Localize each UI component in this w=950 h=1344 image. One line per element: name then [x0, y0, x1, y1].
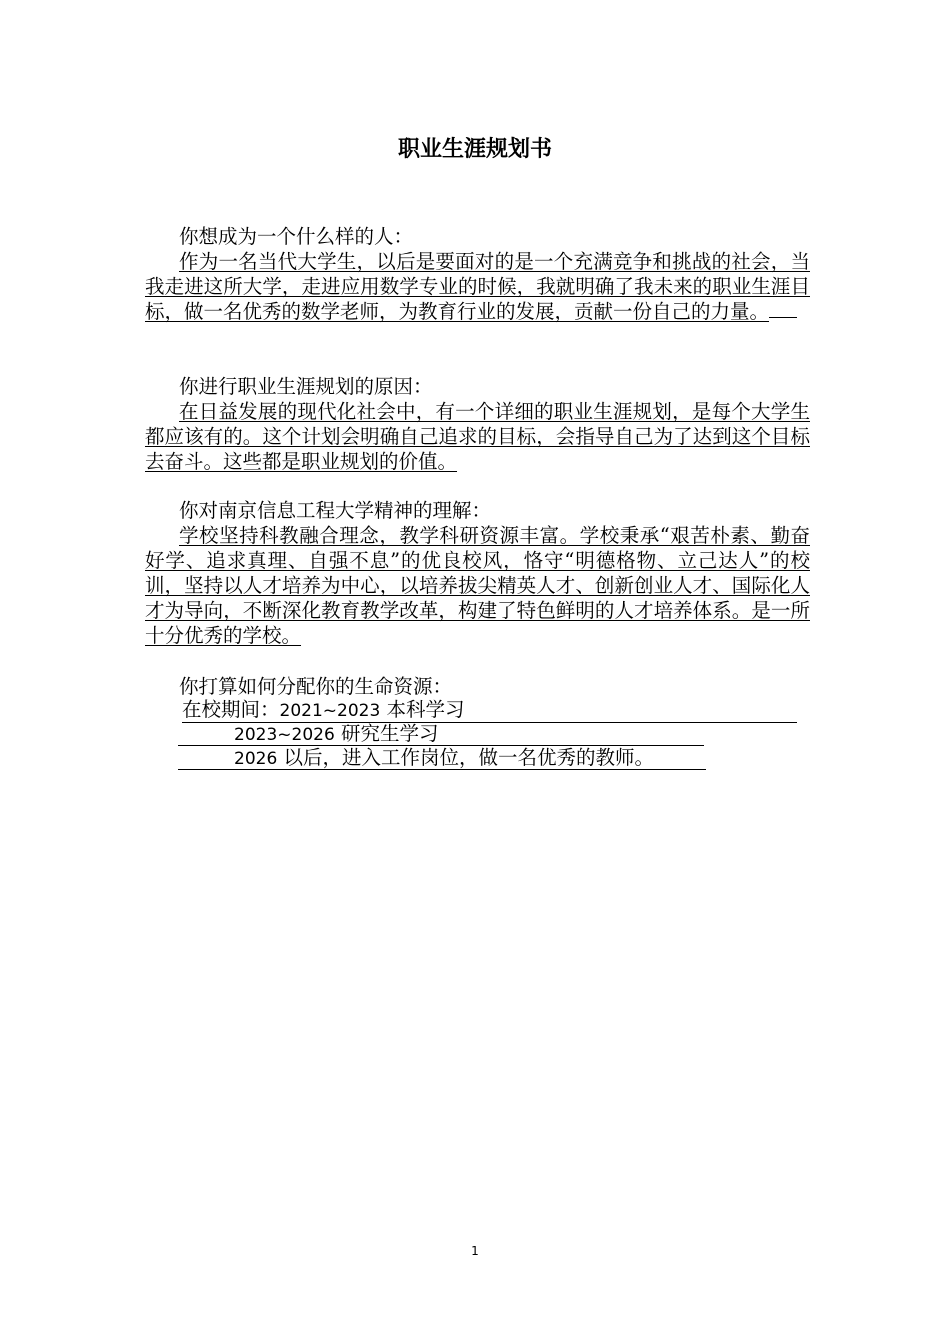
answer-text	[145, 523, 810, 648]
question-label: 你想成为一个什么样的人：	[179, 225, 414, 248]
page-number: 1	[471, 1244, 479, 1258]
section-planning-reason	[145, 374, 810, 474]
question-label: 你打算如何分配你的生命资源：	[179, 675, 453, 698]
plan-text: 本科学习	[386, 698, 465, 721]
question-label: 你对南京信息工程大学精神的理解：	[179, 499, 492, 522]
plan-line-career	[178, 745, 706, 770]
plan-line-undergrad	[182, 697, 797, 723]
section-career-goal	[145, 224, 810, 324]
section-university-spirit	[145, 498, 810, 648]
plan-years: 2021~2023	[279, 701, 381, 721]
plan-line-graduate	[178, 721, 704, 746]
answer-underline-fill	[769, 299, 797, 318]
plan-text: 以后，进入工作岗位，做一名优秀的教师。	[283, 746, 654, 769]
question-label: 你进行职业生涯规划的原因：	[179, 375, 433, 398]
plan-text: 研究生学习	[340, 722, 439, 745]
answer-text	[145, 249, 810, 324]
plan-prefix: 在校期间：	[182, 698, 280, 721]
answer-content: 学校坚持科教融合理念，教学科研资源丰富。学校秉承“艰苦朴素、勤奋好学、追求真理、自强不息”的优良校风，恪守“明德格物、立己达人”的校训，坚持以人才培养为中心，以培养拔尖精英人才、创新创业人才、国际化人才为导向，不断深化教育教学改革，构建了特色鲜明的人才培养体系。是一所十分优秀的学校。	[145, 524, 810, 647]
answer-content: 作为一名当代大学生，以后是要面对的是一个充满竞争和挑战的社会，当我走进这所大学，走进应用数学专业的时候，我就明确了我未来的职业生涯目标，做一名优秀的数学老师，为教育行业的发展，贡献一份自己的力量。	[145, 250, 810, 323]
plan-years: 2023~2026	[234, 725, 335, 745]
answer-text	[145, 399, 810, 474]
plan-years: 2026	[234, 749, 278, 769]
document-title: 职业生涯规划书	[397, 137, 552, 162]
answer-content: 在日益发展的现代化社会中，有一个详细的职业生涯规划，是每个大学生都应该有的。这个计划会明确自己追求的目标，会指导自己为了达到这个目标去奋斗。这些都是职业规划的价值。	[145, 400, 810, 473]
section-life-resources	[145, 674, 810, 699]
